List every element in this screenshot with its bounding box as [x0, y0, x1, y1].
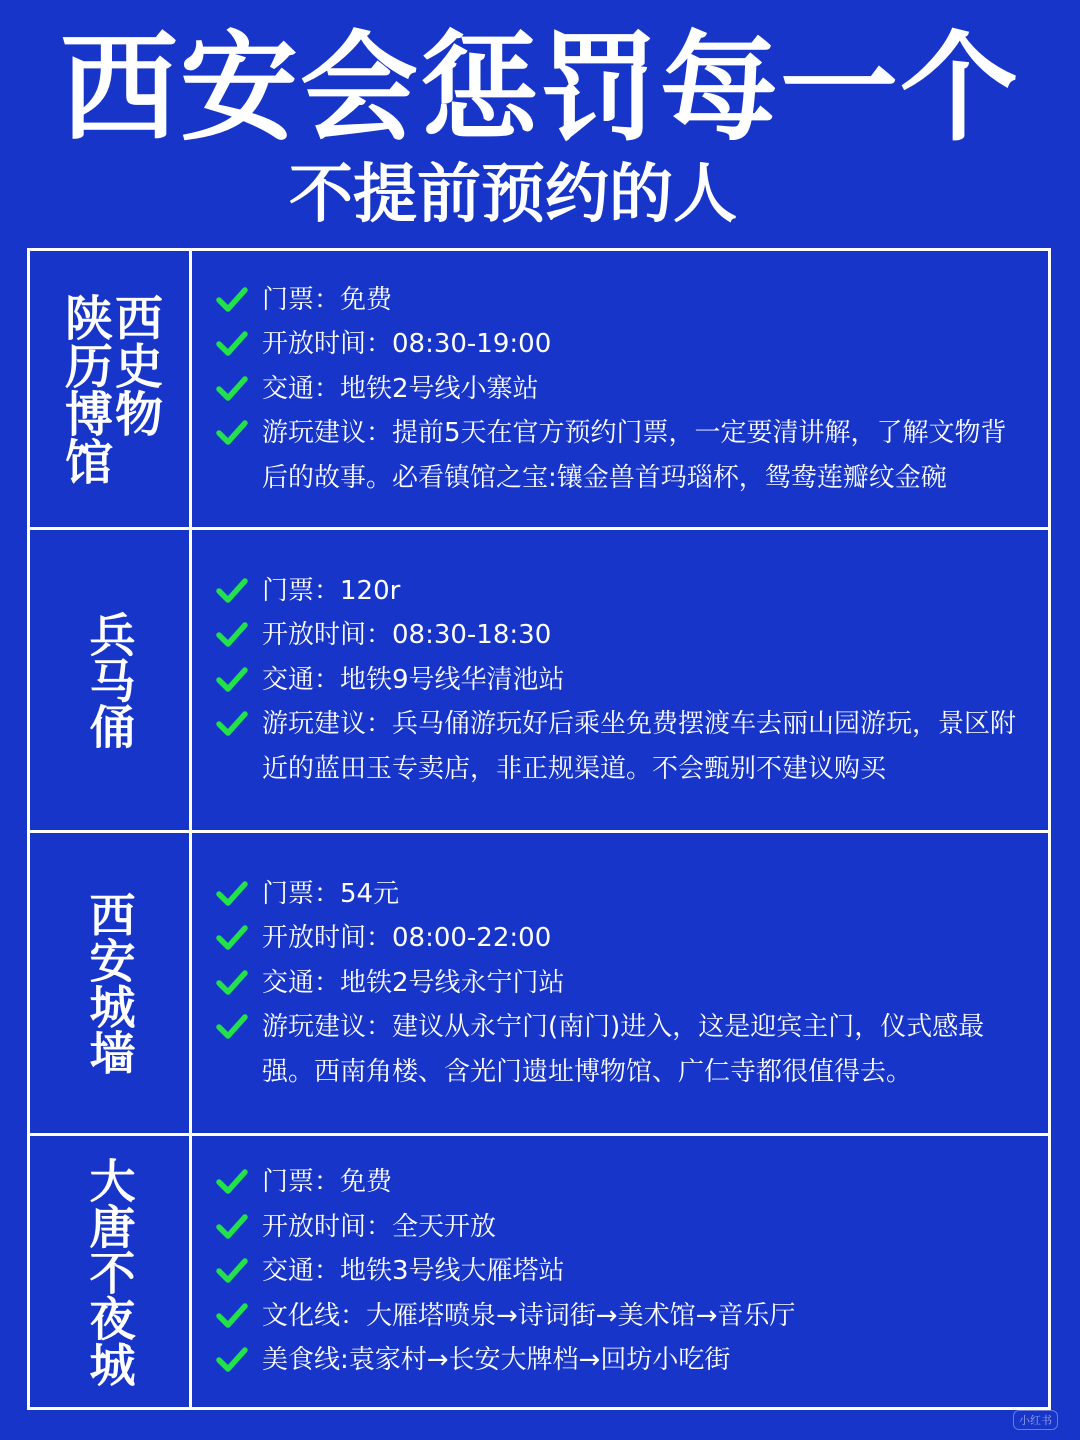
item-text: 游玩建议：提前5天在官方预约门票，一定要清讲解，了解文物背后的故事。必看镇馆之宝:镶金兽首玛瑙杯，鸳鸯莲瓣纹金碗 [262, 418, 1007, 493]
item-text: 美食线:袁家村→长安大牌档→回坊小吃街 [262, 1345, 731, 1376]
check-icon [216, 923, 248, 953]
item-text: 门票：120r [262, 575, 401, 606]
table-row [30, 1133, 1048, 1407]
item-text: 开放时间：08:30-19:00 [262, 329, 552, 360]
item-text: 开放时间：08:00-22:00 [262, 923, 552, 954]
check-icon [216, 879, 248, 909]
list-item [216, 569, 1028, 614]
attractions-table [27, 248, 1051, 1410]
attraction-name-column: 陕历博馆 [56, 293, 113, 485]
item-text: 游玩建议：兵马俑游玩好后乘坐免费摆渡车去丽山园游玩，景区附近的蓝田玉专卖店，非正规渠道。不会甄别不建议购买 [262, 709, 1017, 784]
check-icon [216, 576, 248, 606]
list-item [216, 367, 1028, 412]
item-text: 交通：地铁3号线大雁塔站 [262, 1256, 565, 1287]
info-list [216, 530, 1028, 830]
check-icon [216, 1345, 248, 1375]
item-text: 门票：54元 [262, 878, 400, 909]
check-icon [216, 418, 248, 448]
info-list [216, 833, 1028, 1133]
check-icon [216, 620, 248, 650]
table-row [30, 251, 1048, 527]
check-icon [216, 1301, 248, 1331]
info-list [216, 251, 1028, 527]
list-item [216, 278, 1028, 323]
list-item [216, 702, 1028, 791]
check-icon [216, 1212, 248, 1242]
list-item [216, 1005, 1028, 1094]
list-item [216, 411, 1028, 500]
check-icon [216, 1012, 248, 1042]
check-icon [216, 329, 248, 359]
list-item [216, 322, 1028, 367]
item-text: 游玩建议：建议从永宁门(南门)进入，这是迎宾主门，仪式感最强。西南角楼、含光门遗址博物馆、广仁寺都很值得去。 [262, 1012, 985, 1087]
check-icon [216, 709, 248, 739]
list-item [216, 916, 1028, 961]
info-list [216, 1136, 1028, 1407]
row-name-cell [30, 251, 192, 527]
list-item [216, 872, 1028, 917]
item-text: 交通：地铁2号线小寨站 [262, 373, 539, 404]
check-icon [216, 285, 248, 315]
table-row [30, 830, 1048, 1133]
list-item [216, 1294, 1028, 1339]
check-icon [216, 968, 248, 998]
page-subtitle: 不提前预约的人 [289, 158, 737, 232]
table-row [30, 527, 1048, 830]
item-text: 交通：地铁9号线华清池站 [262, 664, 565, 695]
row-name-cell [30, 1136, 192, 1407]
item-text: 开放时间：全天开放 [262, 1211, 497, 1242]
item-text: 门票：免费 [262, 1167, 393, 1198]
attraction-name: 西安城墙 [82, 891, 137, 1075]
item-text: 开放时间：08:30-18:30 [262, 620, 552, 651]
row-name-cell [30, 833, 192, 1133]
attraction-name-column: 西史物 [106, 293, 163, 437]
item-text: 门票：免费 [262, 284, 393, 315]
attraction-name [56, 293, 163, 485]
list-item [216, 613, 1028, 658]
check-icon [216, 374, 248, 404]
list-item [216, 1205, 1028, 1250]
list-item [216, 1338, 1028, 1383]
item-text: 文化线：大雁塔喷泉→诗词街→美术馆→音乐厅 [262, 1300, 796, 1331]
list-item [216, 1249, 1028, 1294]
row-name-cell [30, 530, 192, 830]
list-item [216, 1160, 1028, 1205]
list-item [216, 658, 1028, 703]
page-title: 西安会惩罚每一个 [59, 19, 1020, 157]
check-icon [216, 1167, 248, 1197]
attraction-name: 大唐不夜城 [82, 1156, 137, 1387]
check-icon [216, 1256, 248, 1286]
check-icon [216, 665, 248, 695]
watermark-logo: 小红书 [1013, 1410, 1058, 1430]
attraction-name: 兵马俑 [82, 611, 137, 749]
list-item [216, 961, 1028, 1006]
item-text: 交通：地铁2号线永宁门站 [262, 967, 565, 998]
